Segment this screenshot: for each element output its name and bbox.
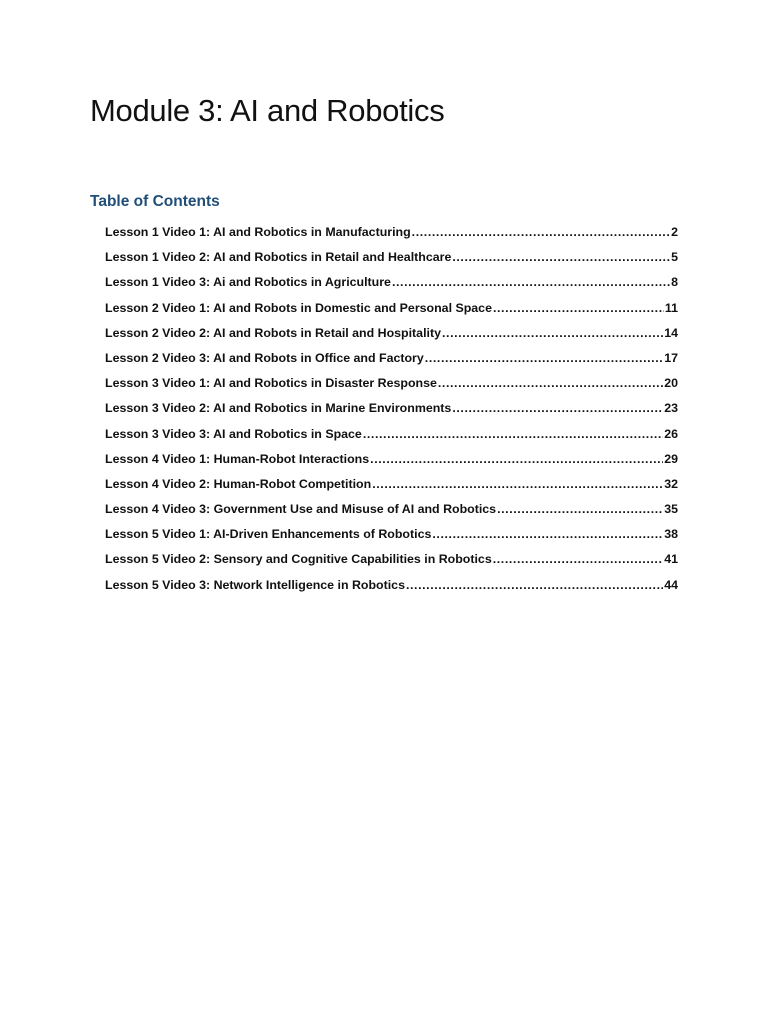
toc-page-number: 14 <box>664 325 678 340</box>
toc-dot-leader <box>372 477 663 491</box>
toc-entry-label: Lesson 4 Video 1: Human-Robot Interactions <box>105 451 370 466</box>
toc-entry[interactable] <box>105 301 678 326</box>
toc-dot-leader <box>425 351 663 365</box>
toc-entry-label: Lesson 3 Video 2: AI and Robotics in Marine Environments <box>105 401 452 416</box>
toc-dot-leader <box>452 250 670 264</box>
toc-page-number: 20 <box>664 376 678 391</box>
toc-entry[interactable] <box>105 275 678 300</box>
toc-entry-label: Lesson 1 Video 3: Ai and Robotics in Agriculture <box>105 275 391 290</box>
toc-entry-label: Lesson 5 Video 3: Network Intelligence in Robotics <box>105 577 405 592</box>
toc-entry[interactable] <box>105 376 678 401</box>
toc-entry[interactable] <box>105 351 678 376</box>
table-of-contents <box>105 225 678 603</box>
toc-dot-leader <box>412 225 670 239</box>
toc-dot-leader <box>497 502 663 516</box>
toc-entry-label: Lesson 3 Video 1: AI and Robotics in Disaster Response <box>105 376 437 391</box>
toc-page-number: 41 <box>664 552 678 567</box>
toc-page-number: 29 <box>664 451 678 466</box>
toc-page-number: 2 <box>671 225 678 239</box>
toc-entry[interactable] <box>105 477 678 502</box>
toc-entry[interactable] <box>105 552 678 577</box>
toc-entry[interactable] <box>105 452 678 477</box>
toc-entry[interactable] <box>105 225 678 250</box>
toc-entry-label: Lesson 1 Video 1: AI and Robotics in Manufacturing <box>105 225 411 239</box>
toc-dot-leader <box>392 275 670 289</box>
document-title: Module 3: AI and Robotics <box>90 93 445 128</box>
toc-dot-leader <box>452 401 663 415</box>
toc-page-number: 11 <box>664 300 678 315</box>
toc-entry-label: Lesson 4 Video 2: Human-Robot Competition <box>105 476 372 491</box>
toc-entry-label: Lesson 2 Video 2: AI and Robots in Retail and Hospitality <box>105 325 441 340</box>
toc-entry[interactable] <box>105 502 678 527</box>
toc-page-number: 38 <box>664 527 678 542</box>
toc-entry[interactable] <box>105 427 678 452</box>
toc-entry-label: Lesson 3 Video 3: AI and Robotics in Space <box>105 426 362 441</box>
toc-page-number: 8 <box>671 275 678 290</box>
toc-dot-leader <box>442 326 663 340</box>
toc-page-number: 23 <box>664 401 678 416</box>
toc-dot-leader <box>363 427 663 441</box>
toc-entry-label: Lesson 2 Video 3: AI and Robots in Office and Factory <box>105 350 424 365</box>
toc-page-number: 44 <box>664 577 678 592</box>
toc-entry[interactable] <box>105 578 678 603</box>
toc-entry-label: Lesson 5 Video 2: Sensory and Cognitive Capabilities in Robotics <box>105 552 492 567</box>
toc-entry-label: Lesson 1 Video 2: AI and Robotics in Retail and Healthcare <box>105 250 452 265</box>
toc-page-number: 35 <box>664 502 678 517</box>
toc-page-number: 32 <box>664 476 678 491</box>
toc-page-number: 26 <box>664 426 678 441</box>
toc-dot-leader <box>406 578 663 592</box>
toc-page-number: 17 <box>664 350 678 365</box>
toc-entry-label: Lesson 2 Video 1: AI and Robots in Domestic and Personal Space <box>105 300 492 315</box>
toc-entry-label: Lesson 5 Video 1: AI-Driven Enhancements of Robotics <box>105 527 432 542</box>
toc-entry[interactable] <box>105 527 678 552</box>
toc-entry-label: Lesson 4 Video 3: Government Use and Misuse of AI and Robotics <box>105 502 497 517</box>
toc-page-number: 5 <box>671 250 678 265</box>
toc-entry[interactable] <box>105 401 678 426</box>
toc-dot-leader <box>493 552 663 566</box>
toc-dot-leader <box>432 527 663 541</box>
toc-dot-leader <box>370 452 663 466</box>
toc-entry[interactable] <box>105 250 678 275</box>
toc-entry[interactable] <box>105 326 678 351</box>
toc-heading: Table of Contents <box>90 193 220 210</box>
toc-dot-leader <box>438 376 663 390</box>
toc-dot-leader <box>493 301 664 315</box>
